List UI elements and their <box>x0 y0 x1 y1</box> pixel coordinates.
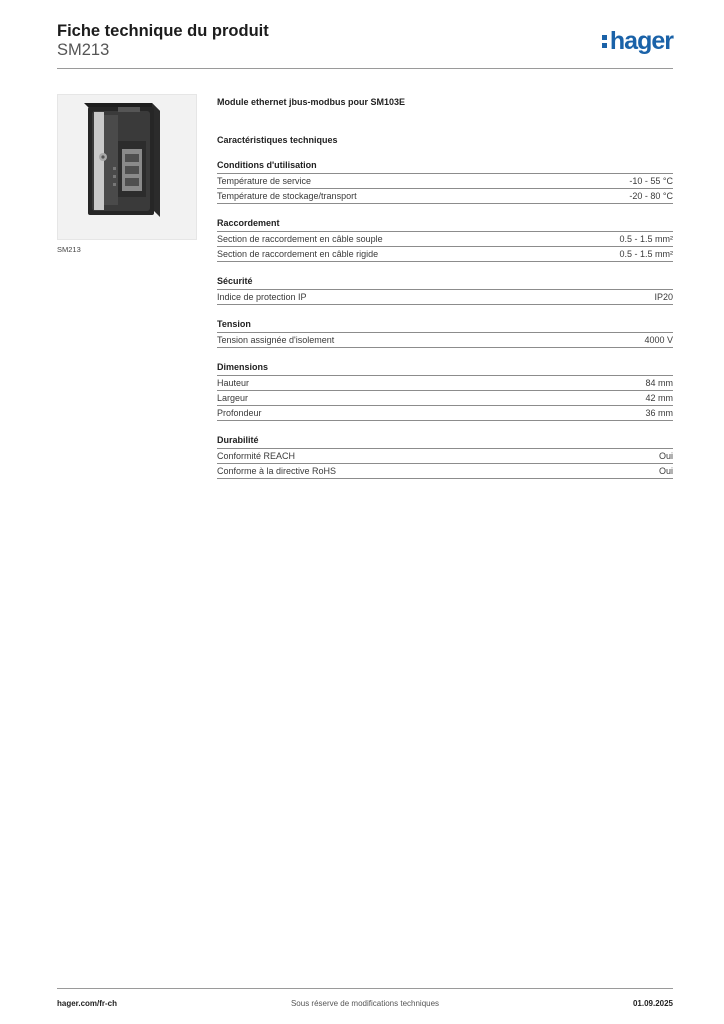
spec-value: IP20 <box>654 291 673 302</box>
logo-text: hager <box>609 27 673 55</box>
product-illustration <box>58 95 196 239</box>
spec-row <box>217 247 673 262</box>
product-image <box>57 94 197 240</box>
spec-label: Profondeur <box>217 407 262 418</box>
section-securite <box>217 276 673 305</box>
section-conditions <box>217 160 673 204</box>
spec-value: 36 mm <box>645 407 673 418</box>
spec-row <box>217 391 673 406</box>
section-title: Raccordement <box>217 218 673 232</box>
section-dimensions <box>217 362 673 421</box>
spec-label: Largeur <box>217 392 249 403</box>
spec-row <box>217 464 673 479</box>
section-title: Conditions d'utilisation <box>217 160 673 174</box>
spec-label: Conforme à la directive RoHS <box>217 465 337 476</box>
spec-label: Section de raccordement en câble rigide <box>217 248 379 259</box>
spec-value: Oui <box>658 450 673 461</box>
website-link[interactable]: hager.com/fr-ch <box>57 999 118 1008</box>
section-title: Durabilité <box>217 435 673 449</box>
disclaimer-text: Sous réserve de modifications techniques <box>290 999 440 1008</box>
spec-label: Température de service <box>217 175 312 186</box>
product-reference: SM213 <box>57 41 110 59</box>
spec-value: 84 mm <box>645 377 673 388</box>
spec-label: Section de raccordement en câble souple <box>217 233 383 244</box>
spec-value: 0.5 - 1.5 mm² <box>619 233 673 244</box>
spec-label: Tension assignée d'isolement <box>217 334 335 345</box>
page-header <box>57 22 673 70</box>
spec-value: Oui <box>658 465 673 476</box>
spec-row <box>217 232 673 247</box>
page-footer <box>57 999 673 1011</box>
spec-label: Hauteur <box>217 377 250 388</box>
image-caption: SM213 <box>57 245 81 254</box>
section-raccordement <box>217 218 673 262</box>
spec-label: Température de stockage/transport <box>217 190 357 201</box>
spec-value: 42 mm <box>645 392 673 403</box>
section-title: Tension <box>217 319 673 333</box>
spec-row <box>217 174 673 189</box>
section-durabilite <box>217 435 673 479</box>
section-title: Dimensions <box>217 362 673 376</box>
spec-value: -20 - 80 °C <box>629 190 673 201</box>
spec-label: Conformité REACH <box>217 450 296 461</box>
spec-value: -10 - 55 °C <box>629 175 673 186</box>
footer-divider <box>57 988 673 989</box>
section-tension <box>217 319 673 348</box>
document-date: 01.09.2025 <box>632 999 673 1008</box>
header-divider <box>57 68 673 69</box>
hager-logo <box>602 26 673 56</box>
spec-value: 0.5 - 1.5 mm² <box>619 248 673 259</box>
spec-label: Indice de protection IP <box>217 291 307 302</box>
spec-row <box>217 406 673 421</box>
spec-row <box>217 449 673 464</box>
document-title: Fiche technique du produit <box>57 22 269 40</box>
spec-row <box>217 189 673 204</box>
spec-row <box>217 290 673 305</box>
product-description: Module ethernet jbus-modbus pour SM103E <box>217 97 406 107</box>
spec-row <box>217 333 673 348</box>
technical-characteristics-heading: Caractéristiques techniques <box>217 135 338 145</box>
spec-row <box>217 376 673 391</box>
section-title: Sécurité <box>217 276 673 290</box>
logo-colon-mark <box>602 26 608 52</box>
spec-value: 4000 V <box>644 334 673 345</box>
technical-specifications <box>217 96 673 479</box>
